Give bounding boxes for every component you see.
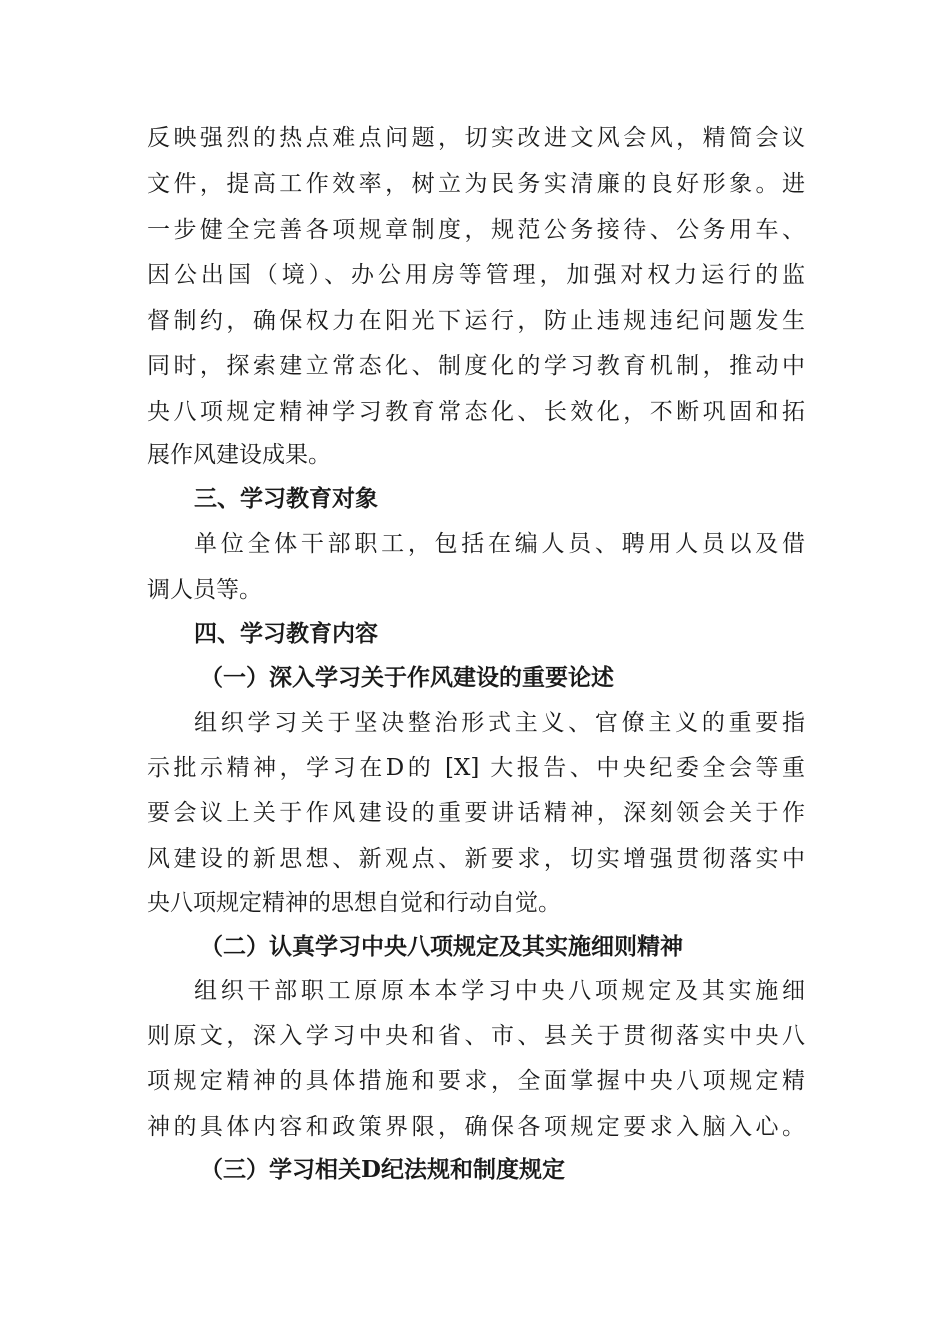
text-line: 央八项规定精神的思想自觉和行动自觉。 (147, 890, 561, 916)
text-line: 风建设的新思想、新观点、新要求，切实增强贯彻落实中 (147, 846, 805, 872)
text-line: 一步健全完善各项规章制度，规范公务接待、公务用车、 (147, 217, 805, 243)
section-heading-objects: 三、学习教育对象 (194, 486, 378, 512)
text-line: 组织学习关于坚决整治形式主义、官僚主义的重要指 (194, 710, 805, 736)
text-line: 示批示精神，学习在D的 [X] 大报告、中央纪委全会等重 (147, 755, 805, 781)
text-line: 央八项规定精神学习教育常态化、长效化，不断巩固和拓 (147, 399, 805, 425)
text-line: 要会议上关于作风建设的重要讲话精神，深刻领会关于作 (147, 800, 805, 826)
text-line: 督制约，确保权力在阳光下运行，防止违规违纪问题发生 (147, 308, 805, 334)
text-line: 同时，探索建立常态化、制度化的学习教育机制，推动中 (147, 353, 805, 379)
text-line: 调人员等。 (147, 577, 262, 603)
text-line: 反映强烈的热点难点问题，切实改进文风会风，精简会议 (147, 125, 805, 151)
text-line: 文件，提高工作效率，树立为民务实清廉的良好形象。进 (147, 171, 805, 197)
text-line: 神的具体内容和政策界限，确保各项规定要求入脑入心。 (147, 1114, 805, 1140)
text-line: 展作风建设成果。 (147, 442, 331, 468)
text-line: 组织干部职工原原本本学习中央八项规定及其实施细 (194, 978, 805, 1004)
subsection-heading-3: （三）学习相关D纪法规和制度规定 (200, 1156, 565, 1183)
section-heading-content: 四、学习教育内容 (194, 621, 378, 647)
text-line: 单位全体干部职工，包括在编人员、聘用人员以及借 (194, 531, 805, 557)
text-line: 因公出国（境）、办公用房等管理，加强对权力运行的监 (147, 262, 805, 288)
subsection-heading-2: （二）认真学习中央八项规定及其实施细则精神 (200, 933, 683, 960)
subsection-heading-1: （一）深入学习关于作风建设的重要论述 (200, 664, 614, 691)
text-line: 则原文，深入学习中央和省、市、县关于贯彻落实中央八 (147, 1023, 805, 1049)
text-line: 项规定精神的具体措施和要求，全面掌握中央八项规定精 (147, 1068, 805, 1094)
